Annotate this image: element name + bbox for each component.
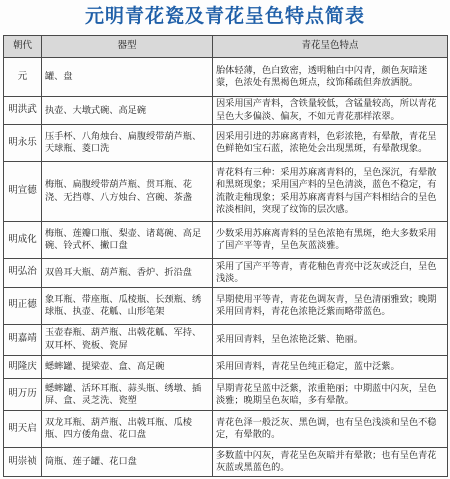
- features-cell: 胎体轻薄，色白致密，透明釉白中闪青，颜色灰暗迷蒙，色浓处有黑褐色斑点，纹饰稀疏但奔放洒脱。: [213, 58, 448, 97]
- features-cell: 采用了国产平等青，青花釉色青亮中泛灰或泛白，呈色浅淡。: [213, 258, 448, 287]
- features-cell: 青花料有三种：采用苏麻离青料的，呈色深沉，有晕散和黑斑现象；采用国产料的呈色清淡，蓝色不稳定，有流散走釉现象；采用苏麻离青料与国产料相结合的呈色浓淡相间，突现了纹饰的层次感。: [213, 162, 448, 222]
- features-cell: 因采用引进的苏麻离青料，色彩浓艳，有晕散，青花呈色鲜艳如宝石蓝，浓艳处会出现黑斑，有晕散现象。: [213, 125, 448, 162]
- table-row: [4, 355, 448, 379]
- shapes-cell: 执壶、大墩式碗、高足碗: [42, 97, 213, 125]
- dynasty-cell: 元: [4, 58, 42, 97]
- header-dynasty: 朝代: [4, 36, 42, 58]
- table-row: [4, 379, 448, 411]
- table-row: [4, 97, 448, 125]
- dynasty-cell: 明天启: [4, 411, 42, 448]
- shapes-cell: 双兽耳大瓶、葫芦瓶、香炉、折沿盘: [42, 258, 213, 287]
- dynasty-cell: 明洪武: [4, 97, 42, 125]
- shapes-cell: 蟋蟀罐、提梁壶、盒、高足碗: [42, 355, 213, 379]
- dynasty-cell: 明隆庆: [4, 355, 42, 379]
- table-row: [4, 411, 448, 448]
- shapes-cell: 象耳瓶、带座瓶、瓜棱瓶、长颈瓶、绣球瓶、执壶、花觚、山形笔架: [42, 287, 213, 324]
- dynasty-cell: 明万历: [4, 379, 42, 411]
- table-row: [4, 162, 448, 222]
- dynasty-cell: 明成化: [4, 221, 42, 258]
- header-features: 青花呈色特点: [213, 36, 448, 58]
- dynasty-cell: 明弘治: [4, 258, 42, 287]
- table-row: [4, 287, 448, 324]
- shapes-cell: 玉壶春瓶、葫芦瓶、出戟花觚、军持、双耳杯、瓷板、瓷屏: [42, 324, 213, 355]
- table-row: [4, 258, 448, 287]
- header-shapes: 器型: [42, 36, 213, 58]
- shapes-cell: 梅瓶、莲瓣口瓶、梨壶、诸葛碗、高足碗、铃式杯、撇口盘: [42, 221, 213, 258]
- features-cell: 采用回青料，呈色浓艳泛紫、艳丽。: [213, 324, 448, 355]
- table-row: [4, 58, 448, 97]
- porcelain-table: [3, 35, 448, 477]
- table-row: [4, 448, 448, 477]
- features-cell: 采用回青料，青花呈色纯正稳定，蓝中泛紫。: [213, 355, 448, 379]
- header-row: [4, 36, 448, 58]
- features-cell: 多数蓝中闪灰，青花呈色灰暗并有晕散；也有呈色青花灰蓝或黑蓝色的。: [213, 448, 448, 477]
- shapes-cell: 蟋蟀罐、活环耳瓶、蒜头瓶、绣墩、插屏、盒、灵芝洗、瓷塑: [42, 379, 213, 411]
- dynasty-cell: 明崇祯: [4, 448, 42, 477]
- features-cell: 早期使用平等青，青花色调灰青，呈色清丽雅致；晚期采用回青料，青花色浓艳泛紫而略带蓝色。: [213, 287, 448, 324]
- table-row: [4, 221, 448, 258]
- dynasty-cell: 明宣德: [4, 162, 42, 222]
- features-cell: 早期青花呈蓝中泛紫，浓重艳丽；中期蓝中闪灰，呈色淡雅；晚期呈色灰暗，多有晕散。: [213, 379, 448, 411]
- dynasty-cell: 明正德: [4, 287, 42, 324]
- shapes-cell: 梅瓶、扁腹绶带葫芦瓶、贯耳瓶、花浇、无挡尊、八方烛台、宫碗、茶盏: [42, 162, 213, 222]
- features-cell: 少数采用苏麻离青料的呈色浓艳有黑斑，绝大多数采用了国产平等青，呈色灰蓝淡雅。: [213, 221, 448, 258]
- features-cell: 青花色泽一般泛灰、黑色调，也有呈色浅淡和呈色不稳定，有晕散的。: [213, 411, 448, 448]
- page-title: 元明青花瓷及青花呈色特点简表: [84, 5, 365, 27]
- table-row: [4, 324, 448, 355]
- table-row: [4, 125, 448, 162]
- shapes-cell: 罐、盘: [42, 58, 213, 97]
- shapes-cell: 筒瓶、莲子罐、花口盘: [42, 448, 213, 477]
- features-cell: 因采用国产青料，含铁量较低，含锰量较高，所以青花呈色大多偏淡、偏灰，不如元青花那样浓翠。: [213, 97, 448, 125]
- dynasty-cell: 明嘉靖: [4, 324, 42, 355]
- shapes-cell: 压手杯、八角烛台、扁腹绶带葫芦瓶、天球瓶、菱口洗: [42, 125, 213, 162]
- dynasty-cell: 明永乐: [4, 125, 42, 162]
- shapes-cell: 双龙耳瓶、葫芦瓶、出戟耳瓶、瓜棱瓶、四方倭角盘、花口盘: [42, 411, 213, 448]
